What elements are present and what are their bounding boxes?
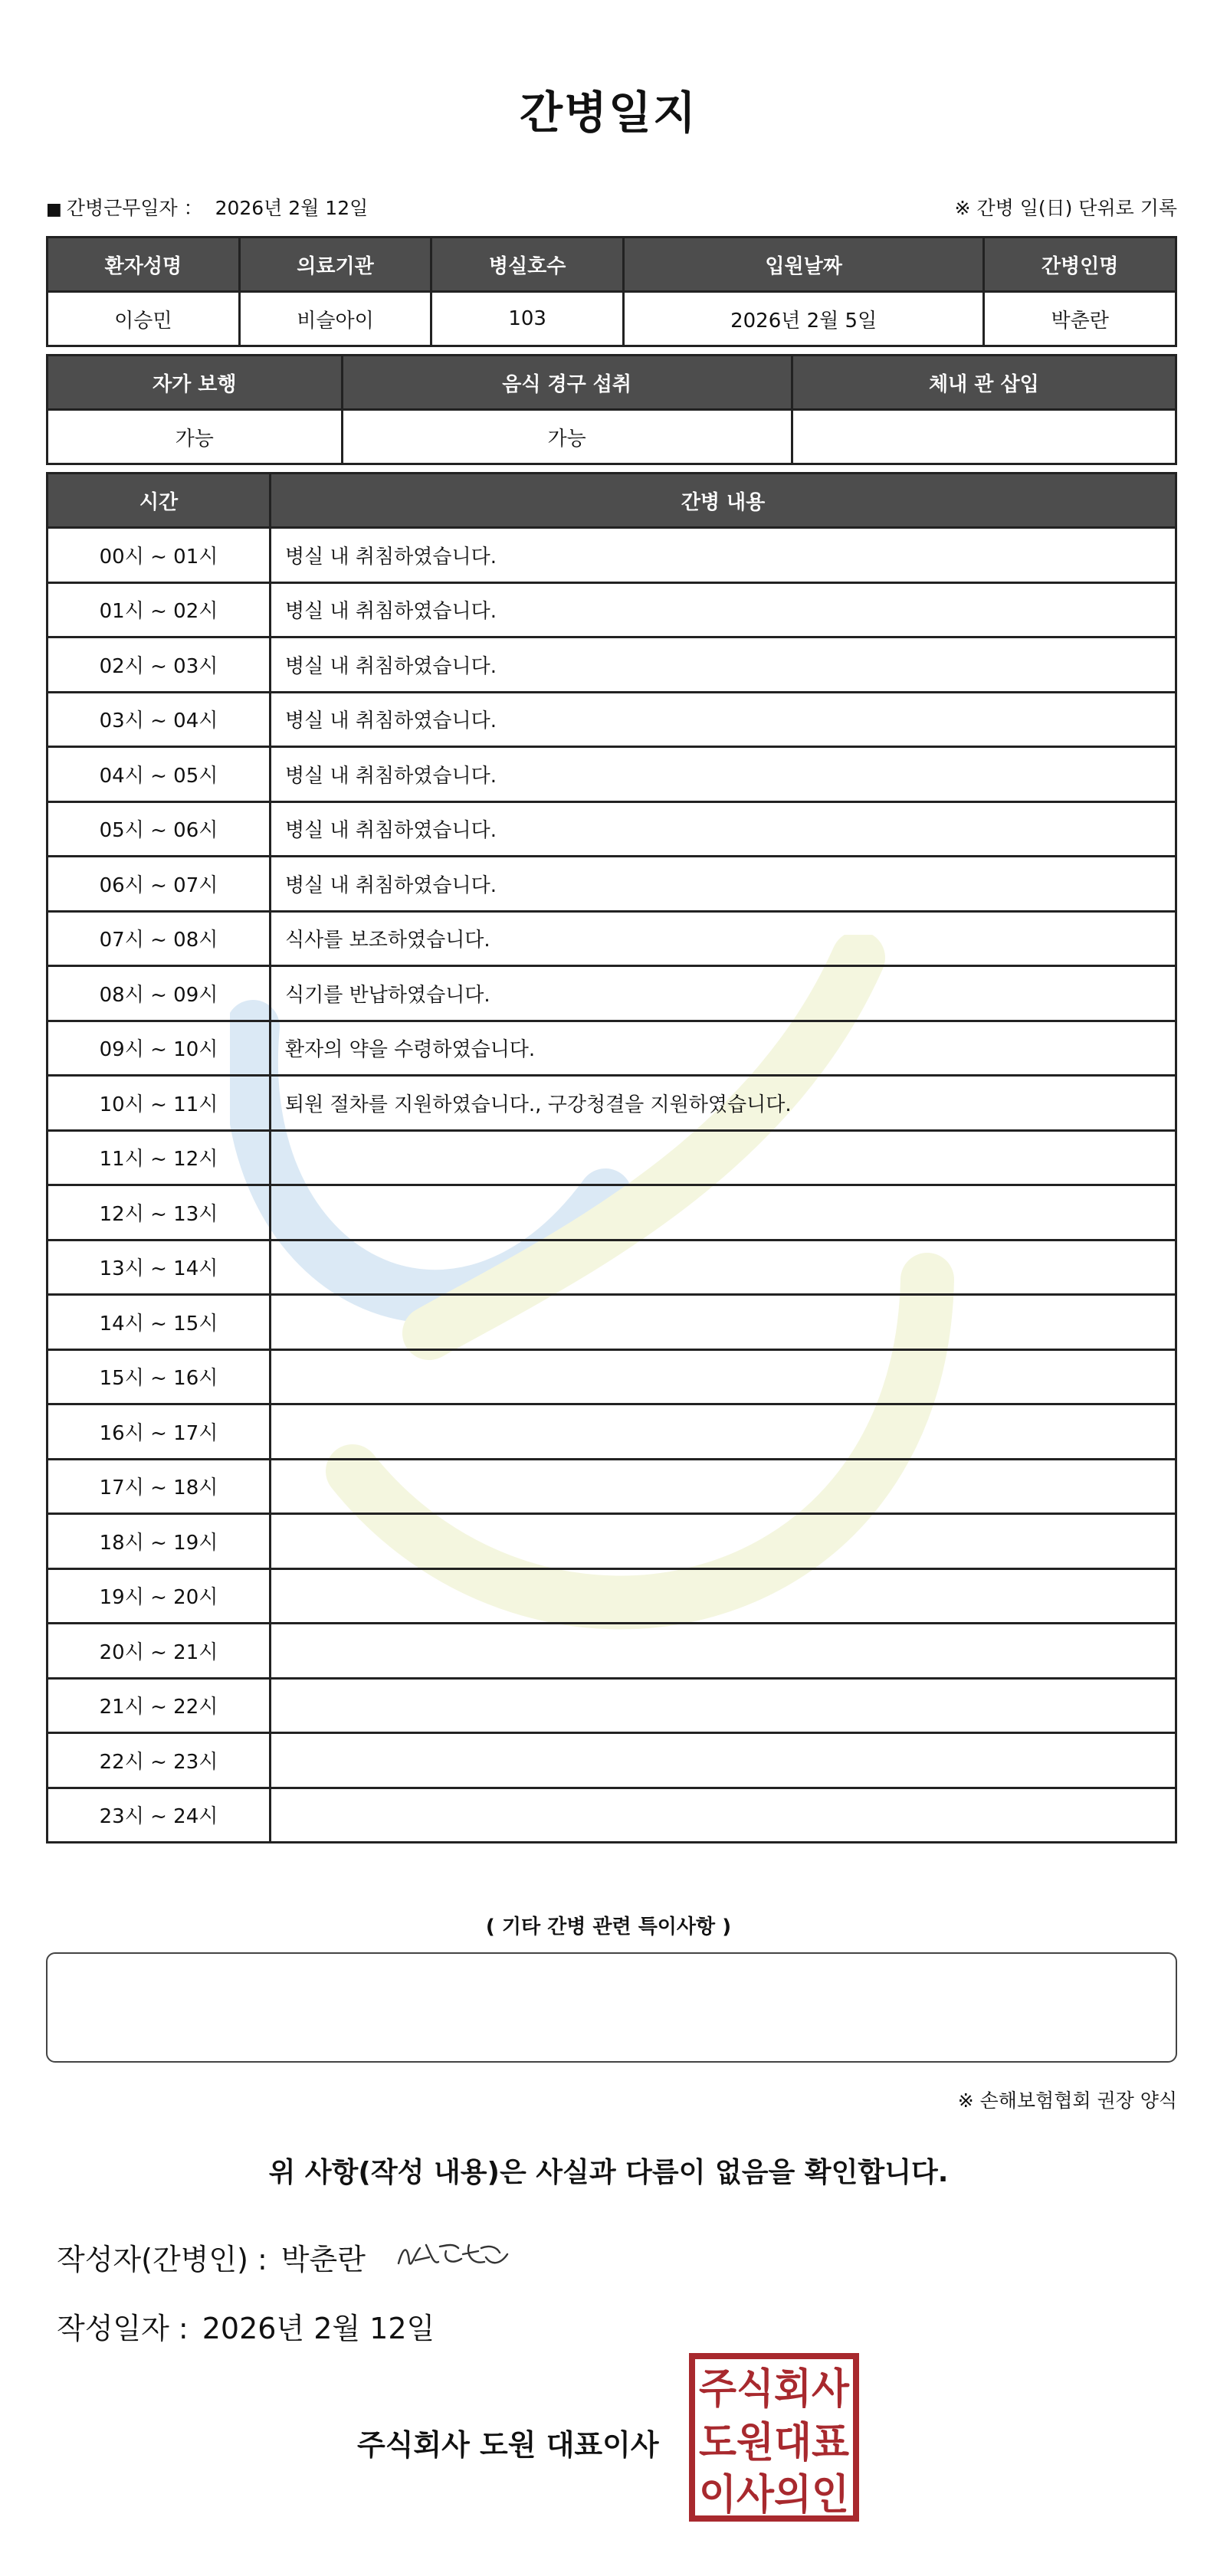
- status-value-row: [48, 410, 1176, 464]
- log-content: 병실 내 취침하였습니다.: [271, 857, 1176, 912]
- log-time: 17시 ~ 18시: [48, 1459, 271, 1514]
- log-content: [271, 1349, 1176, 1404]
- log-time: 19시 ~ 20시: [48, 1568, 271, 1624]
- write-date-value: 2026년 2월 12일: [202, 2312, 435, 2345]
- log-content: [271, 1788, 1176, 1843]
- log-row: [48, 1568, 1176, 1624]
- patient-info-table: [46, 236, 1177, 347]
- header-room: 병실호수: [431, 238, 624, 292]
- log-row: [48, 1295, 1176, 1350]
- log-content: 병실 내 취침하였습니다.: [271, 637, 1176, 693]
- log-content: [271, 1514, 1176, 1569]
- log-time: 22시 ~ 23시: [48, 1733, 271, 1788]
- log-row: [48, 637, 1176, 693]
- log-row: [48, 1185, 1176, 1240]
- square-bullet-icon: ■: [46, 200, 62, 219]
- svg-text:도원대표: 도원대표: [699, 2418, 849, 2466]
- log-row: [48, 1240, 1176, 1295]
- log-row: [48, 1349, 1176, 1404]
- log-row: [48, 966, 1176, 1021]
- log-row: [48, 1076, 1176, 1131]
- log-row: [48, 582, 1176, 637]
- company-seal-stamp: [688, 2352, 860, 2522]
- confirmation-statement: 위 사항(작성 내용)은 사실과 다름이 없음을 확인합니다.: [268, 2157, 949, 2188]
- log-row: [48, 911, 1176, 966]
- log-content: 식사를 보조하였습니다.: [271, 911, 1176, 966]
- log-row: [48, 1459, 1176, 1514]
- log-row: [48, 1404, 1176, 1460]
- patient-value-row: [48, 292, 1176, 346]
- log-time: 03시 ~ 04시: [48, 692, 271, 747]
- room-number: 103: [431, 292, 624, 346]
- log-header-row: [48, 474, 1176, 528]
- log-time: 23시 ~ 24시: [48, 1788, 271, 1843]
- patient-name: 이승민: [48, 292, 240, 346]
- header-patient-name: 환자성명: [48, 238, 240, 292]
- log-content: [271, 1459, 1176, 1514]
- log-row: [48, 1788, 1176, 1843]
- institution: 비슬아이: [239, 292, 431, 346]
- log-content: [271, 1185, 1176, 1240]
- log-row: [48, 1130, 1176, 1185]
- log-time: 02시 ~ 03시: [48, 637, 271, 693]
- log-row: [48, 692, 1176, 747]
- log-row: [48, 1514, 1176, 1569]
- log-content: [271, 1624, 1176, 1679]
- log-content: 병실 내 취침하였습니다.: [271, 582, 1176, 637]
- notes-title: ( 기타 간병 관련 특이사항 ): [485, 1916, 732, 1939]
- log-time: 06시 ~ 07시: [48, 857, 271, 912]
- status-table: [46, 354, 1177, 465]
- oral-intake-value: 가능: [342, 410, 792, 464]
- writer-name: 박춘란: [280, 2243, 366, 2276]
- log-content: 병실 내 취침하였습니다.: [271, 801, 1176, 857]
- log-time: 04시 ~ 05시: [48, 747, 271, 802]
- log-time: 12시 ~ 13시: [48, 1185, 271, 1240]
- log-time: 14시 ~ 15시: [48, 1295, 271, 1350]
- log-content: [271, 1733, 1176, 1788]
- header-time: 시간: [48, 474, 271, 528]
- log-row: [48, 1021, 1176, 1076]
- header-self-walking: 자가 보행: [48, 356, 343, 410]
- log-row: [48, 1678, 1176, 1733]
- tube-insertion-value: [792, 410, 1176, 464]
- log-content: 식기를 반납하였습니다.: [271, 966, 1176, 1021]
- log-row: [48, 747, 1176, 802]
- self-walking-value: 가능: [48, 410, 343, 464]
- log-time: 13시 ~ 14시: [48, 1240, 271, 1295]
- special-notes-box: [46, 1952, 1177, 2063]
- work-date: [46, 193, 368, 221]
- log-time: 10시 ~ 11시: [48, 1076, 271, 1131]
- caregiver-name: 박춘란: [984, 292, 1176, 346]
- work-date-value: 2026년 2월 12일: [215, 197, 369, 219]
- header-care-content: 간병 내용: [271, 474, 1176, 528]
- log-content: [271, 1130, 1176, 1185]
- log-content: [271, 1295, 1176, 1350]
- log-time: 07시 ~ 08시: [48, 911, 271, 966]
- care-log-table: [46, 472, 1177, 1844]
- log-body: [48, 528, 1176, 1843]
- log-content: [271, 1678, 1176, 1733]
- handwritten-signature: [392, 2231, 515, 2277]
- log-row: [48, 1624, 1176, 1679]
- log-time: 18시 ~ 19시: [48, 1514, 271, 1569]
- status-header-row: [48, 356, 1176, 410]
- header-institution: 의료기관: [239, 238, 431, 292]
- work-date-label: 간병근무일자 ：: [66, 197, 203, 219]
- writer-line: [57, 2236, 366, 2278]
- log-content: 병실 내 취침하였습니다.: [271, 528, 1176, 583]
- log-time: 09시 ~ 10시: [48, 1021, 271, 1076]
- log-row: [48, 1733, 1176, 1788]
- log-time: 05시 ~ 06시: [48, 801, 271, 857]
- log-content: 퇴원 절차를 지원하였습니다., 구강청결을 지원하였습니다.: [271, 1076, 1176, 1131]
- patient-header-row: [48, 238, 1176, 292]
- writer-label: 작성자(간병인) :: [57, 2243, 267, 2276]
- header-caregiver-name: 간병인명: [984, 238, 1176, 292]
- company-representative: 주식회사 도원 대표이사: [357, 2428, 659, 2462]
- log-content: [271, 1568, 1176, 1624]
- log-row: [48, 857, 1176, 912]
- header-oral-intake: 음식 경구 섭취: [342, 356, 792, 410]
- log-content: [271, 1404, 1176, 1460]
- log-content: 병실 내 취침하였습니다.: [271, 747, 1176, 802]
- write-date-label: 작성일자 :: [57, 2312, 189, 2345]
- log-row: [48, 528, 1176, 583]
- svg-text:이사의인: 이사의인: [699, 2470, 849, 2519]
- log-time: 11시 ~ 12시: [48, 1130, 271, 1185]
- log-time: 21시 ~ 22시: [48, 1678, 271, 1733]
- page-title: 간병일지: [519, 87, 698, 139]
- log-time: 15시 ~ 16시: [48, 1349, 271, 1404]
- write-date-line: [57, 2305, 435, 2347]
- log-content: 병실 내 취침하였습니다.: [271, 692, 1176, 747]
- admission-date: 2026년 2월 5일: [623, 292, 983, 346]
- svg-text:주식회사: 주식회사: [699, 2365, 850, 2413]
- log-content: 환자의 약을 수령하였습니다.: [271, 1021, 1176, 1076]
- log-content: [271, 1240, 1176, 1295]
- log-time: 20시 ~ 21시: [48, 1624, 271, 1679]
- record-note: ※ 간병 일(日) 단위로 기록: [954, 197, 1177, 219]
- header-admission-date: 입원날짜: [623, 238, 983, 292]
- log-time: 08시 ~ 09시: [48, 966, 271, 1021]
- log-time: 00시 ~ 01시: [48, 528, 271, 583]
- header-tube-insertion: 체내 관 삽입: [792, 356, 1176, 410]
- recommend-note: ※ 손해보험협회 권장 양식: [957, 2089, 1177, 2112]
- log-time: 01시 ~ 02시: [48, 582, 271, 637]
- log-row: [48, 801, 1176, 857]
- log-time: 16시 ~ 17시: [48, 1404, 271, 1460]
